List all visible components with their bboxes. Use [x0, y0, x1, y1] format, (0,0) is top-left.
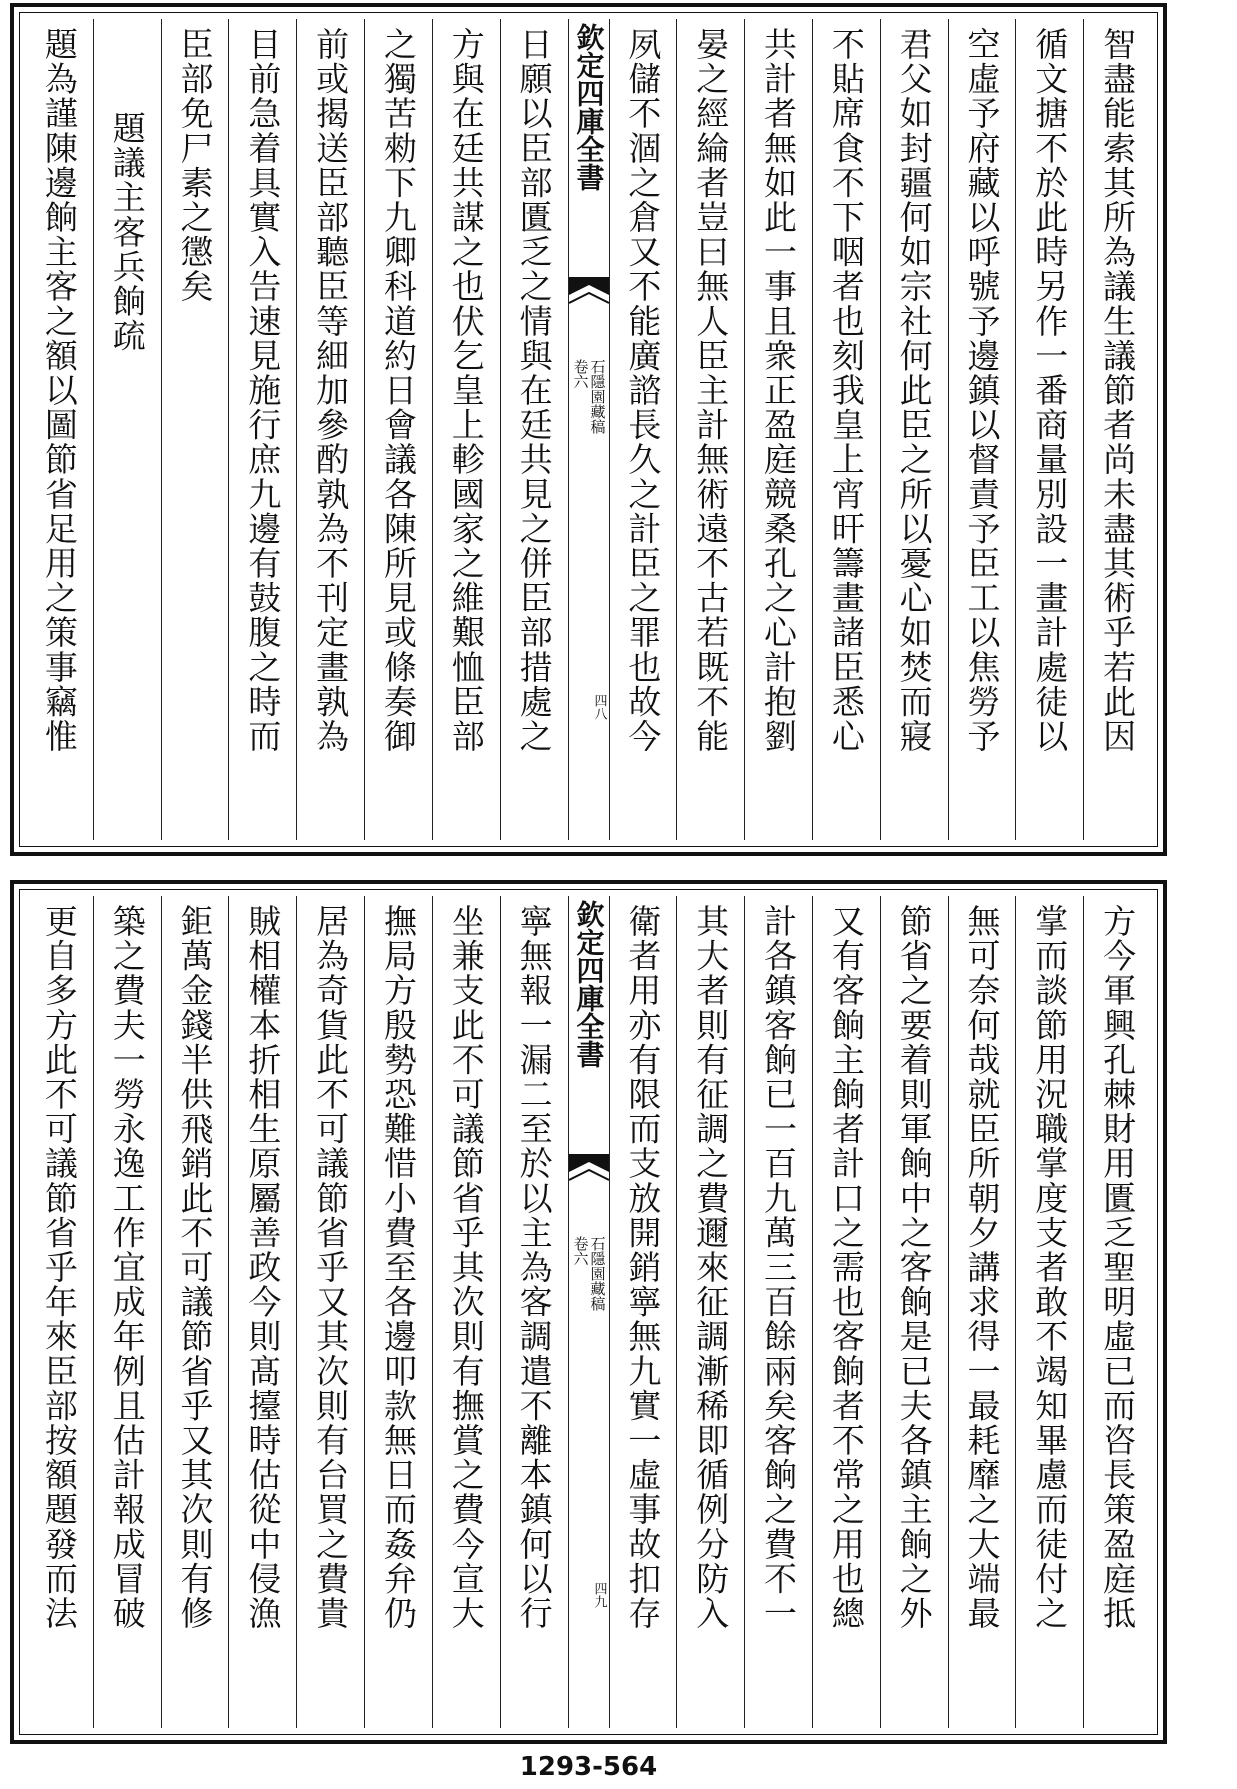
text-column: 循文搪不於此時另作一番商量別設一畫計處徒以: [1015, 19, 1083, 840]
text-column: 築之費夫一勞永逸工作宜成年例且估計報成冒破: [93, 896, 161, 1728]
text-column: 君父如封疆何如宗社何此臣之所以憂心如焚而寢: [880, 19, 948, 840]
book-title: 欽定四庫全書: [572, 900, 606, 1068]
text-column: 賊相權本折相生原屬善政今則髙擡時估從中侵漁: [228, 896, 296, 1728]
source-name: 石隱園藏稿: [588, 1236, 607, 1311]
top-page-columns: [26, 19, 1151, 840]
fishtail-mark: [569, 277, 609, 321]
text-column: 之獨苦勑下九卿科道約日會議各陳所見或條奏御: [364, 19, 432, 840]
source-title: [569, 1236, 609, 1311]
text-column: 節省之要着則軍餉中之客餉是已夫各鎮主餉之外: [880, 896, 948, 1728]
text-column: 寧無報一漏二至於以主為客調遣不離本鎮何以行: [500, 896, 568, 1728]
text-column: 不貼席食不下咽者也刻我皇上宵旰籌畫諸臣悉心: [812, 19, 880, 840]
volume-number: 卷六: [571, 359, 590, 389]
text-column: 計各鎮客餉已一百九萬三百餘兩矣客餉之費不一: [744, 896, 812, 1728]
folio-number: 四八: [591, 694, 607, 720]
text-column: 前或揭送臣部聽臣等細加參酌孰為不刊定畫孰為: [296, 19, 364, 840]
bottom-page-columns: [26, 896, 1151, 1728]
text-column: 晏之經綸者豈曰無人臣主計無術遠不古若既不能: [676, 19, 744, 840]
bottom-page: [10, 880, 1167, 1744]
text-column: 居為奇貨此不可議節省乎又其次則有台買之費貴: [296, 896, 364, 1728]
text-column: 智盡能索其所為議生議節者尚未盡其術乎若此因: [1083, 19, 1151, 840]
text-column: 日願以臣部匱乏之情與在廷共見之併臣部措處之: [500, 19, 568, 840]
text-column: 無可奈何哉就臣所朝夕講求得一最耗靡之大端最: [948, 896, 1016, 1728]
source-name: 石隱園藏稿: [588, 359, 607, 434]
text-column: 方今軍興孔棘財用匱乏聖明虛已而咨長策盈庭抵: [1083, 896, 1151, 1728]
folio-number: 四九: [591, 1582, 607, 1608]
fishtail-mark: [569, 1154, 609, 1198]
memorial-title-column: 題議主客兵餉疏: [93, 19, 161, 840]
text-column: 其大者則有征調之費邇來征調漸稀即循例分防入: [676, 896, 744, 1728]
page-number-text: 1293-564: [519, 1752, 658, 1782]
center-fold: [568, 896, 609, 1728]
page-number: [0, 1752, 1237, 1782]
text-column: 更自多方此不可議節省乎年來臣部按額題發而法: [39, 904, 79, 1631]
text-column: 共計者無如此一事且衆正盈庭競桑孔之心計抱劉: [744, 19, 812, 840]
text-column: 衛者用亦有限而支放開銷寧無九實一虛事故扣存: [609, 896, 677, 1728]
text-column: 臣部免尸素之懲矣: [161, 19, 229, 840]
volume-number: 卷六: [571, 1236, 590, 1266]
text-column: 夙儲不涸之倉又不能廣諮長久之計臣之罪也故今: [609, 19, 677, 840]
text-column: 空虛予府藏以呼號予邊鎮以督責予臣工以焦勞予: [948, 19, 1016, 840]
text-column: 題為謹陳邊餉主客之額以圖節省足用之策事竊惟: [39, 27, 79, 754]
text-column: 撫局方殷勢恐難惜小費至各邊叩款無日而姦弁仍: [364, 896, 432, 1728]
book-title: 欽定四庫全書: [572, 23, 606, 191]
text-column: 方與在廷共謀之也伏乞皇上軫國家之維艱恤臣部: [432, 19, 500, 840]
center-fold: [568, 19, 609, 840]
text-column: 掌而談節用況職掌度支者敢不竭知畢慮而徒付之: [1015, 896, 1083, 1728]
source-title: [569, 359, 609, 434]
top-page: [10, 3, 1167, 856]
text-column: 坐兼支此不可議節省乎其次則有撫賞之費今宣大: [432, 896, 500, 1728]
text-column: 又有客餉主餉者計口之需也客餉者不常之用也總: [812, 896, 880, 1728]
text-column: 鉅萬金錢半供飛銷此不可議節省乎又其次則有修: [161, 896, 229, 1728]
text-column: 目前急着具實入告速見施行庶九邊有鼓腹之時而: [228, 19, 296, 840]
